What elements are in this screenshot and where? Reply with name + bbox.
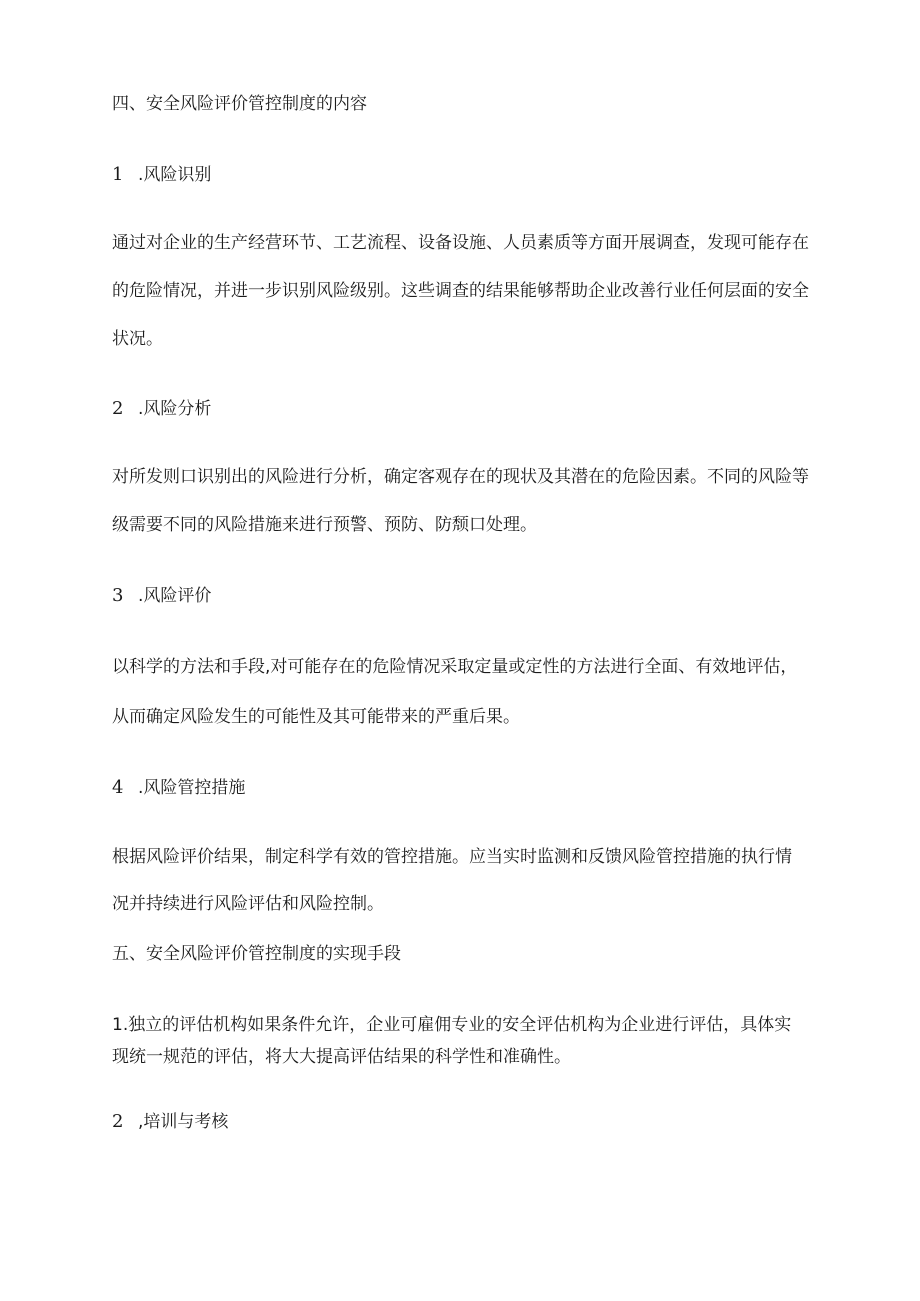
item-2-heading (112, 397, 211, 421)
item-1-body-line-3: 状况。 (112, 329, 163, 349)
item-1-heading (112, 163, 211, 187)
item-3-number: 3 (112, 585, 124, 606)
item-3-body-line-2: 从而确定风险发生的可能性及其可能带来的严重后果。 (112, 707, 520, 727)
item-3-title: .风险评价 (138, 586, 212, 606)
item-4-body-line-1: 根据风险评价结果，制定科学有效的管控措施。应当实时监测和反馈风险管控措施的执行情 (112, 847, 792, 867)
item-2-title: .风险分析 (138, 399, 212, 419)
s5-item-2-number: 2 (112, 1111, 124, 1132)
item-1-body-line-1: 通过对企业的生产经营环节、工艺流程、设备设施、人员素质等方面开展调查，发现可能存在 (112, 233, 809, 253)
item-2-body-line-1: 对所发则口识别出的风险进行分析，确定客观存在的现状及其潜在的危险因素。不同的风险等 (112, 467, 809, 487)
s5-item-1-line-1: 1.独立的评估机构如果条件允许，企业可雇佣专业的安全评估机构为企业进行评估，具体实 (112, 1015, 792, 1035)
section-4-heading: 四、安全风险评价管控制度的内容 (112, 94, 367, 114)
item-4-heading (112, 776, 245, 800)
item-2-number: 2 (112, 398, 124, 419)
item-3-body-line-1: 以科学的方法和手段,对可能存在的危险情况采取定量或定性的方法进行全面、有效地评估， (112, 657, 798, 677)
item-3-heading (112, 584, 211, 608)
item-1-number: 1 (112, 164, 124, 185)
item-4-body-line-2: 况并持续进行风险评估和风险控制。 (112, 894, 384, 914)
item-1-body-line-2: 的危险情况，并进一步识别风险级别。这些调查的结果能够帮助企业改善行业任何层面的安全 (112, 281, 809, 301)
item-4-number: 4 (112, 777, 124, 798)
s5-item-1-line-2: 现统一规范的评估，将大大提高评估结果的科学性和准确性。 (112, 1047, 571, 1067)
s5-item-2-heading (112, 1110, 228, 1134)
section-5-heading: 五、安全风险评价管控制度的实现手段 (112, 944, 401, 964)
item-4-title: .风险管控措施 (138, 778, 246, 798)
s5-item-2-title: ,培训与考核 (138, 1112, 229, 1132)
item-1-title: .风险识别 (138, 165, 212, 185)
item-2-body-line-2: 级需要不同的风险措施来进行预警、预防、防颓口处理。 (112, 515, 537, 535)
